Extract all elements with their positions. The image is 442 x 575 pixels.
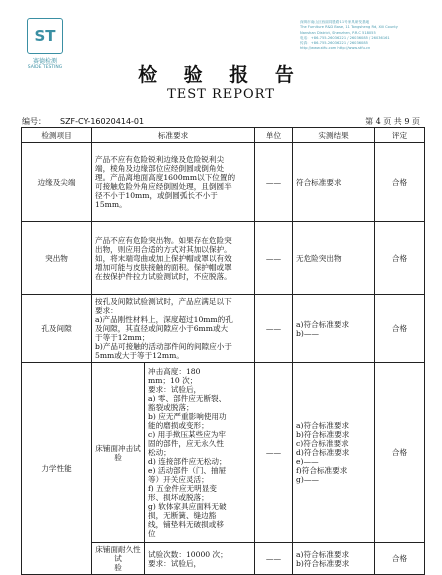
req-line: 试验次数：10000 次； (148, 549, 228, 559)
req-line: 增加可能与皮肤接触的面积。保护帽或罩 (95, 262, 232, 272)
page-indicator: 第 4 页 共 9 页 (365, 117, 420, 126)
req-line: 端，棱角及边缘部位应经倒圆或倒角处 (95, 164, 225, 173)
row-requirement (145, 543, 255, 575)
row-verdict: 合格 (375, 543, 425, 575)
req-line: g) 软体家具应面料无破 (148, 502, 227, 511)
row-requirement (92, 295, 255, 363)
req-line: 要求：试验后， (148, 558, 202, 568)
sub-item-name: 床铺面冲击试验 (92, 363, 145, 543)
row-item: 边缘及尖端 (22, 143, 92, 222)
req-line: 在按保护件拉力试验测试时，不应脱落。 (95, 271, 232, 281)
result-line: b)符合标准要求 (296, 430, 350, 439)
row-item: 力学性能 (22, 363, 92, 575)
req-line: 损，无断簧、缝边豁 (148, 511, 217, 520)
req-line: 线，铺垫料无破损或移 (148, 520, 224, 529)
header-unit: 单位 (255, 128, 293, 143)
address-line: 传真：+86-755-26036221 / 26036085 (300, 41, 368, 46)
req-line: 径不小于10mm，或倒圆弧长不小于 (95, 191, 218, 200)
logo-mark: ST (27, 18, 63, 54)
row-verdict: 合格 (375, 295, 425, 363)
report-title-chinese: 检 验 报 告 (138, 64, 304, 86)
result-line: a)符合标准要求 (296, 421, 350, 430)
address-line: http://www.stfu.com http://www.stfu.cn (300, 46, 371, 51)
row-verdict: 合格 (375, 363, 425, 543)
table-row (22, 295, 425, 363)
req-line: 按孔及间隙试验测试时，产品应满足以下 (95, 297, 232, 306)
req-line: f) 五金件应无明显变 (148, 484, 217, 493)
req-line: 产品不应有危险突出物。如果存在危险突 (95, 235, 232, 245)
req-line: 15mm。 (95, 200, 127, 209)
report-title-english: TEST REPORT (167, 87, 275, 102)
row-result: 符合标准要求 (293, 143, 375, 222)
req-line: 固的部件，应无永久性 (148, 439, 224, 448)
row-unit: —— (255, 143, 293, 222)
table-row (22, 222, 425, 295)
header-verdict: 评定 (375, 128, 425, 143)
result-line: b)—— (296, 328, 320, 338)
result-line: b)符合标准要求 (296, 558, 350, 568)
req-line: 要求：试验后， (148, 385, 202, 394)
sub-item-name (92, 543, 145, 575)
req-line: 出物，则应用合适的方式对其加以保护。 (95, 244, 232, 254)
req-line: 等）开关应灵活； (148, 475, 209, 484)
row-requirement (92, 222, 255, 295)
address-line: 电话：+86-755-26036221 / 26036085 / 26036161 (300, 35, 390, 40)
req-line: 5mm或大于等于12mm。 (95, 351, 184, 360)
req-line: c) 用手揿压某些应为牢 (148, 430, 226, 439)
req-line: 豁裂或脱落； (148, 403, 194, 412)
req-line: b)产品可接触的活动部件间的间隙应小于 (95, 342, 232, 351)
report-number-label: 编号： (22, 117, 46, 126)
sub-name-line: 床铺面耐久性试 (95, 545, 141, 563)
result-line: d)符合标准要求 (296, 448, 350, 457)
result-line: c)符合标准要求 (296, 439, 349, 448)
row-item: 突出物 (22, 222, 92, 295)
table-row (22, 363, 425, 543)
req-line: e) 活动部件（门、抽屉 (148, 466, 227, 475)
logo-chinese-name: 赛德检测 (32, 58, 57, 65)
header-test-item: 检测项目 (22, 128, 92, 143)
result-line: g)—— (296, 475, 320, 484)
req-line: 理。产品离地面高度1600mm以下位置的 (95, 173, 236, 182)
row-result (293, 543, 375, 575)
row-unit: —— (255, 543, 293, 575)
row-requirement (145, 363, 255, 543)
req-line: b) 应无严重影响使用功 (148, 412, 227, 421)
req-line: 如，将末端弯曲或加上保护帽或罩以有效 (95, 253, 232, 263)
req-line: mm；10 次； (148, 376, 198, 385)
table-header-row (22, 128, 425, 143)
row-requirement (92, 143, 255, 222)
req-line: 能的磨损或变形； (148, 421, 209, 430)
req-line: 产品不应有危险锐利边缘及危险锐利尖 (95, 155, 225, 164)
req-line: a) 零、部件应无断裂、 (148, 394, 227, 403)
table-row (22, 143, 425, 222)
result-line: e)—— (296, 457, 319, 466)
company-address-block (300, 20, 438, 52)
header-requirement: 标准要求 (92, 128, 255, 143)
req-line: 松动； (148, 448, 171, 457)
row-verdict: 合格 (375, 222, 425, 295)
test-results-table (21, 127, 425, 575)
req-line: 冲击高度：180 (148, 367, 201, 376)
req-line: 及间隙，其直径或间隙应小于6mm或大 (95, 324, 229, 333)
logo-english-name: SAIDE TESTING (27, 65, 63, 70)
address-line: The Furniture R&D Base, 11 Tongsheng Rd, Xili County (300, 25, 398, 30)
req-line: 位 (148, 529, 156, 538)
row-result (293, 363, 375, 543)
row-unit: —— (255, 222, 293, 295)
row-item: 孔及间隙 (22, 295, 92, 363)
address-line: Nanshan District, Shenzhen, P.R.C 518055 (300, 30, 376, 35)
result-line: a)符合标准要求 (296, 549, 350, 559)
req-line: 可接触危险外角应经倒圆处理，且倒圆半 (95, 182, 232, 191)
req-line: 要求： (95, 306, 118, 315)
address-line: 深圳市南山区西丽同胜路11号家具研发基地 (300, 20, 370, 24)
req-line: a)产品刚性材料上，深度超过10mm的孔 (95, 315, 233, 324)
result-line: a)符合标准要求 (296, 319, 350, 329)
report-number (22, 116, 144, 127)
row-verdict: 合格 (375, 143, 425, 222)
row-unit: —— (255, 363, 293, 543)
row-result (293, 295, 375, 363)
row-result: 无危险突出物 (293, 222, 375, 295)
row-unit: —— (255, 295, 293, 363)
sub-name-line: 验 (114, 563, 122, 572)
report-number-value: SZF-CY-16020414-01 (60, 117, 145, 126)
result-line: f)符合标准要求 (296, 466, 348, 475)
header-result: 实测结果 (293, 128, 375, 143)
req-line: d) 连接部件应无松动； (148, 457, 227, 466)
req-line: 形、损坏或脱落； (148, 493, 209, 502)
req-line: 于等于12mm； (95, 333, 150, 342)
